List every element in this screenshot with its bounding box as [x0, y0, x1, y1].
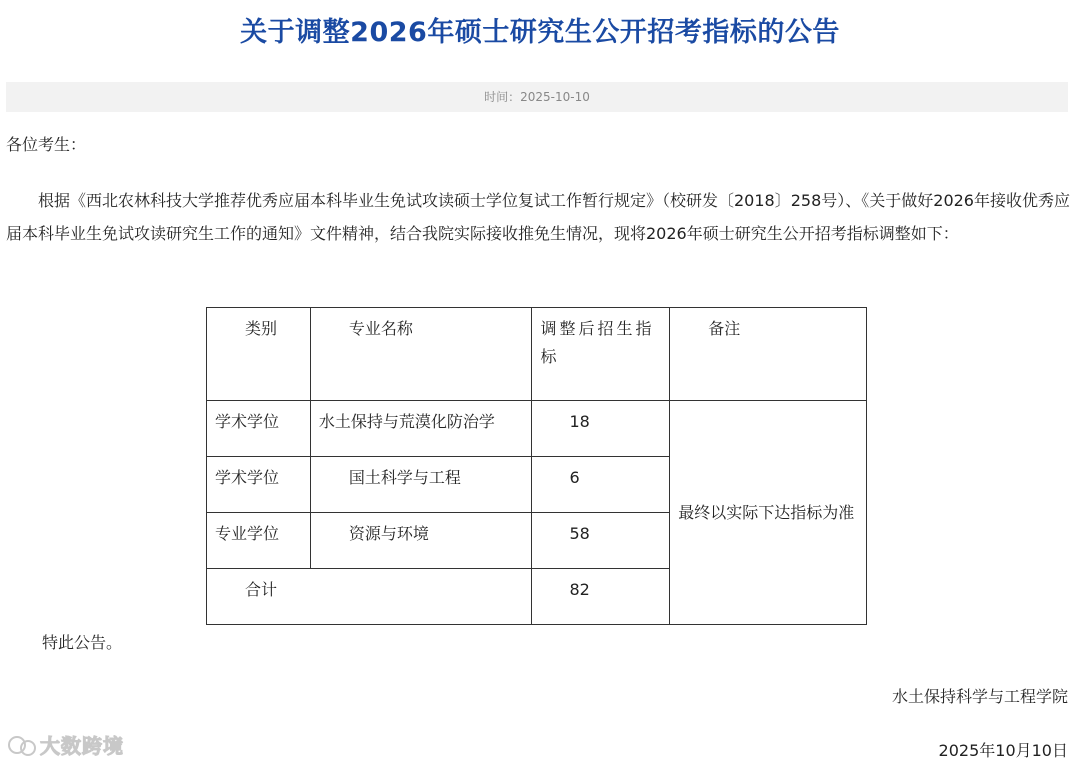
- row-type: 学术学位: [207, 457, 311, 513]
- watermark-text: 大数跨境: [40, 734, 124, 758]
- closing-text: 特此公告。: [42, 633, 123, 652]
- table-row: [207, 401, 867, 457]
- row-type: 专业学位: [207, 513, 311, 569]
- header-quota: 调整后招生指标: [532, 308, 670, 401]
- page-title: 关于调整2026年硕士研究生公开招考指标的公告: [240, 17, 840, 48]
- greeting: 各位考生：: [6, 135, 87, 154]
- row-name: 国土科学与工程: [310, 457, 532, 513]
- row-quota: 58: [532, 513, 670, 569]
- row-name: 水土保持与荒漠化防治学: [310, 401, 532, 457]
- watermark-logo-icon: [6, 733, 36, 757]
- header-name: 专业名称: [310, 308, 532, 401]
- row-quota: 18: [532, 401, 670, 457]
- total-label: 合计: [207, 569, 532, 625]
- header-type: 类别: [207, 308, 311, 401]
- watermark: [6, 730, 124, 759]
- row-quota: 6: [532, 457, 670, 513]
- body-paragraph: 根据《西北农林科技大学推荐优秀应届本科毕业生免试攻读硕士学位复试工作暂行规定》（校研发〔2018〕258号）、《关于做好2026年接收优秀应届本科毕业生免试攻读研究生工作的通知》文件精神，结合我院实际接收推免生情况，现将2026年硕士研究生公开招考指标调整如下：: [6, 191, 1070, 243]
- quota-table: [206, 307, 867, 625]
- publish-time: 时间：2025-10-10: [484, 90, 590, 104]
- note-cell: 最终以实际下达指标为准: [670, 401, 867, 625]
- row-name: 资源与环境: [310, 513, 532, 569]
- publish-time-bar: [6, 82, 1068, 112]
- row-type: 学术学位: [207, 401, 311, 457]
- table-header-row: [207, 308, 867, 401]
- signature-date: 2025年10月10日: [938, 741, 1068, 760]
- signature-unit: 水土保持科学与工程学院: [891, 687, 1068, 706]
- header-note: 备注: [670, 308, 867, 401]
- total-quota: 82: [532, 569, 670, 625]
